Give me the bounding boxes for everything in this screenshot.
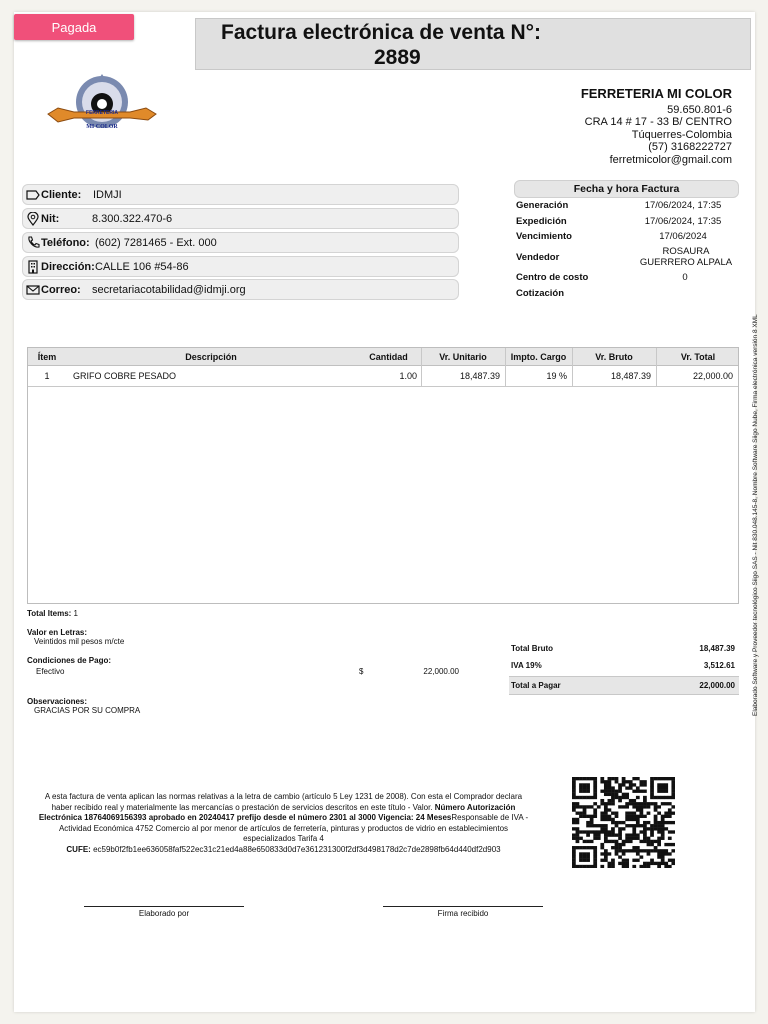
vertical-software-note: Elaborado Software y Proveedor tecnológico Siigo SAS - Nit 830.048.145-8, Nombre Software Siigo Nube, Firma electrónica versión 8 XML: [752, 314, 759, 716]
valor-letras-value: Veintidos mil pesos m/cte: [34, 637, 125, 646]
client-nit-row: [22, 208, 459, 229]
client-phone-row: [22, 232, 459, 253]
th-impto: Impto. Cargo: [510, 351, 567, 362]
legal-p1: A esta factura de venta aplican las normas relativas a la letra de cambio (artículo 5 Ley 1231 de 2008). Con esta el Comprador declara haber recibido real y materialmente las mercancías o prestación de servicios descritos en este título - Valor.: [44, 792, 523, 812]
phone-icon: [26, 236, 40, 250]
total-items-value: 1: [73, 609, 78, 618]
generacion-label: Generación: [516, 200, 569, 211]
iva-row: [509, 657, 739, 674]
qr-code: [572, 777, 675, 868]
total-bruto-row: [509, 640, 739, 657]
cell-bruto: 18,487.39: [610, 371, 651, 381]
tag-icon: [26, 188, 40, 202]
company-info: [581, 88, 732, 166]
observaciones-label: Observaciones:: [27, 697, 88, 706]
condicion-amount: 22,000.00: [423, 667, 459, 676]
company-nit: 59.650.801-6: [667, 103, 732, 116]
row-divider: [28, 386, 738, 387]
firma-signature: Firma recibido: [383, 906, 543, 918]
nit-label: Nit:: [41, 212, 60, 225]
cell-cantidad: 1.00: [399, 371, 417, 381]
th-item: Ítem: [37, 351, 57, 362]
centro-label: Centro de costo: [516, 272, 589, 283]
vencimiento-value: 17/06/2024: [659, 231, 707, 242]
correo-label: Correo:: [41, 283, 81, 296]
legal-authorization: Número Autorización Electrónica 18764069156393 aprobado en 20240417 prefijo desde el número 2301 al 3000 Vigencia: 24 Meses: [38, 802, 516, 823]
logo-text-bottom: MI COLOR: [86, 124, 118, 130]
table-header: [28, 348, 738, 366]
elaborado-signature: Elaborado por: [84, 906, 244, 918]
vendedor-row: [516, 252, 559, 263]
expedicion-row: [516, 216, 567, 227]
cliente-label: Cliente:: [41, 188, 82, 201]
cell-impto: 19 %: [546, 371, 567, 381]
observaciones-value: GRACIAS POR SU COMPRA: [34, 706, 141, 715]
th-total: Vr. Total: [680, 351, 716, 362]
total-pagar-row: [509, 676, 739, 695]
invoice-title-box: [195, 18, 751, 70]
total-pagar-value: 22,000.00: [699, 681, 735, 690]
correo-value: secretariacotabilidad@idmji.org: [92, 283, 246, 296]
legal-p3: Responsable de IVA - Actividad Económica 4752 Comercio al por menor de artículos de ferretería, pinturas y productos de vidrio en establecimientos especializados Tarifa 4: [58, 813, 529, 844]
cufe-value: ec59b0f2fb1ee636058faf522ec31c21ed4a88e650833d0d7e361231300f2df3d498178d2c7de2898fb64d440df2d903: [93, 844, 501, 854]
currency-symbol: $: [359, 667, 364, 676]
total-items: [27, 609, 78, 618]
vendedor-value-2: GUERRERO ALPALA: [639, 257, 733, 268]
iva-value: 3,512.61: [703, 661, 735, 670]
cell-descripcion: GRIFO COBRE PESADO: [73, 371, 177, 381]
total-bruto-value: 18,487.39: [699, 644, 735, 653]
cliente-value: IDMJI: [93, 188, 122, 201]
vencimiento-label: Vencimiento: [516, 231, 572, 242]
client-name-row: [22, 184, 459, 205]
condicion-value: Efectivo: [36, 667, 65, 676]
location-pin-icon: [26, 212, 40, 226]
status-badge: Pagada: [14, 14, 134, 40]
th-descripcion: Descripción: [185, 351, 237, 362]
telefono-label: Teléfono:: [41, 236, 90, 249]
vencimiento-row: [516, 231, 572, 242]
items-table: [27, 347, 739, 604]
fecha-header: Fecha y hora Factura: [514, 180, 739, 198]
vendedor-label: Vendedor: [516, 252, 560, 263]
company-logo: [44, 74, 160, 132]
company-name: FERRETERIA MI COLOR: [580, 86, 732, 101]
cell-total: 22,000.00: [692, 371, 733, 381]
envelope-icon: [26, 283, 40, 297]
valor-letras-label: Valor en Letras:: [27, 628, 88, 637]
logo-text-top: FERRETERIA: [86, 110, 118, 116]
direccion-value: CALLE 106 #54-86: [95, 260, 189, 273]
total-items-label: Total Items:: [27, 609, 72, 618]
company-city: Túquerres-Colombia: [631, 128, 732, 141]
total-bruto-label: Total Bruto: [511, 644, 554, 653]
total-pagar-label: Total a Pagar: [511, 681, 561, 690]
expedicion-label: Expedición: [516, 216, 567, 227]
company-phone: (57) 3168222727: [648, 141, 732, 153]
cell-unitario: 18,487.39: [459, 371, 500, 381]
condiciones-label: Condiciones de Pago:: [27, 656, 112, 665]
legal-text: [36, 792, 531, 856]
generacion-row: [516, 200, 568, 211]
cotizacion-row: [516, 288, 564, 299]
th-cantidad: Cantidad: [369, 351, 408, 362]
invoice-title: Factura electrónica de venta N°:: [221, 21, 542, 44]
invoice-number: 2889: [374, 46, 421, 69]
iva-label: IVA 19%: [511, 661, 542, 670]
cotizacion-label: Cotización: [516, 288, 565, 299]
company-address: CRA 14 # 17 - 33 B/ CENTRO: [584, 116, 732, 128]
th-bruto: Vr. Bruto: [595, 351, 633, 362]
nit-value: 8.300.322.470-6: [92, 212, 173, 225]
expedicion-value: 17/06/2024, 17:35: [644, 216, 722, 227]
telefono-value: (602) 7281465 - Ext. 000: [95, 236, 217, 249]
generacion-value: 17/06/2024, 17:35: [644, 200, 722, 211]
client-address-row: [22, 256, 459, 277]
building-icon: [26, 260, 40, 274]
vendedor-value-1: ROSAURA: [662, 246, 710, 257]
direccion-label: Dirección:: [41, 260, 95, 273]
th-unitario: Vr. Unitario: [439, 351, 487, 362]
client-email-row: [22, 279, 459, 300]
centro-row: [516, 272, 588, 283]
cufe-label: CUFE:: [66, 844, 91, 854]
centro-value: 0: [682, 272, 688, 283]
company-email: ferretmicolor@gmail.com: [609, 153, 732, 166]
cell-item: 1: [44, 371, 50, 381]
